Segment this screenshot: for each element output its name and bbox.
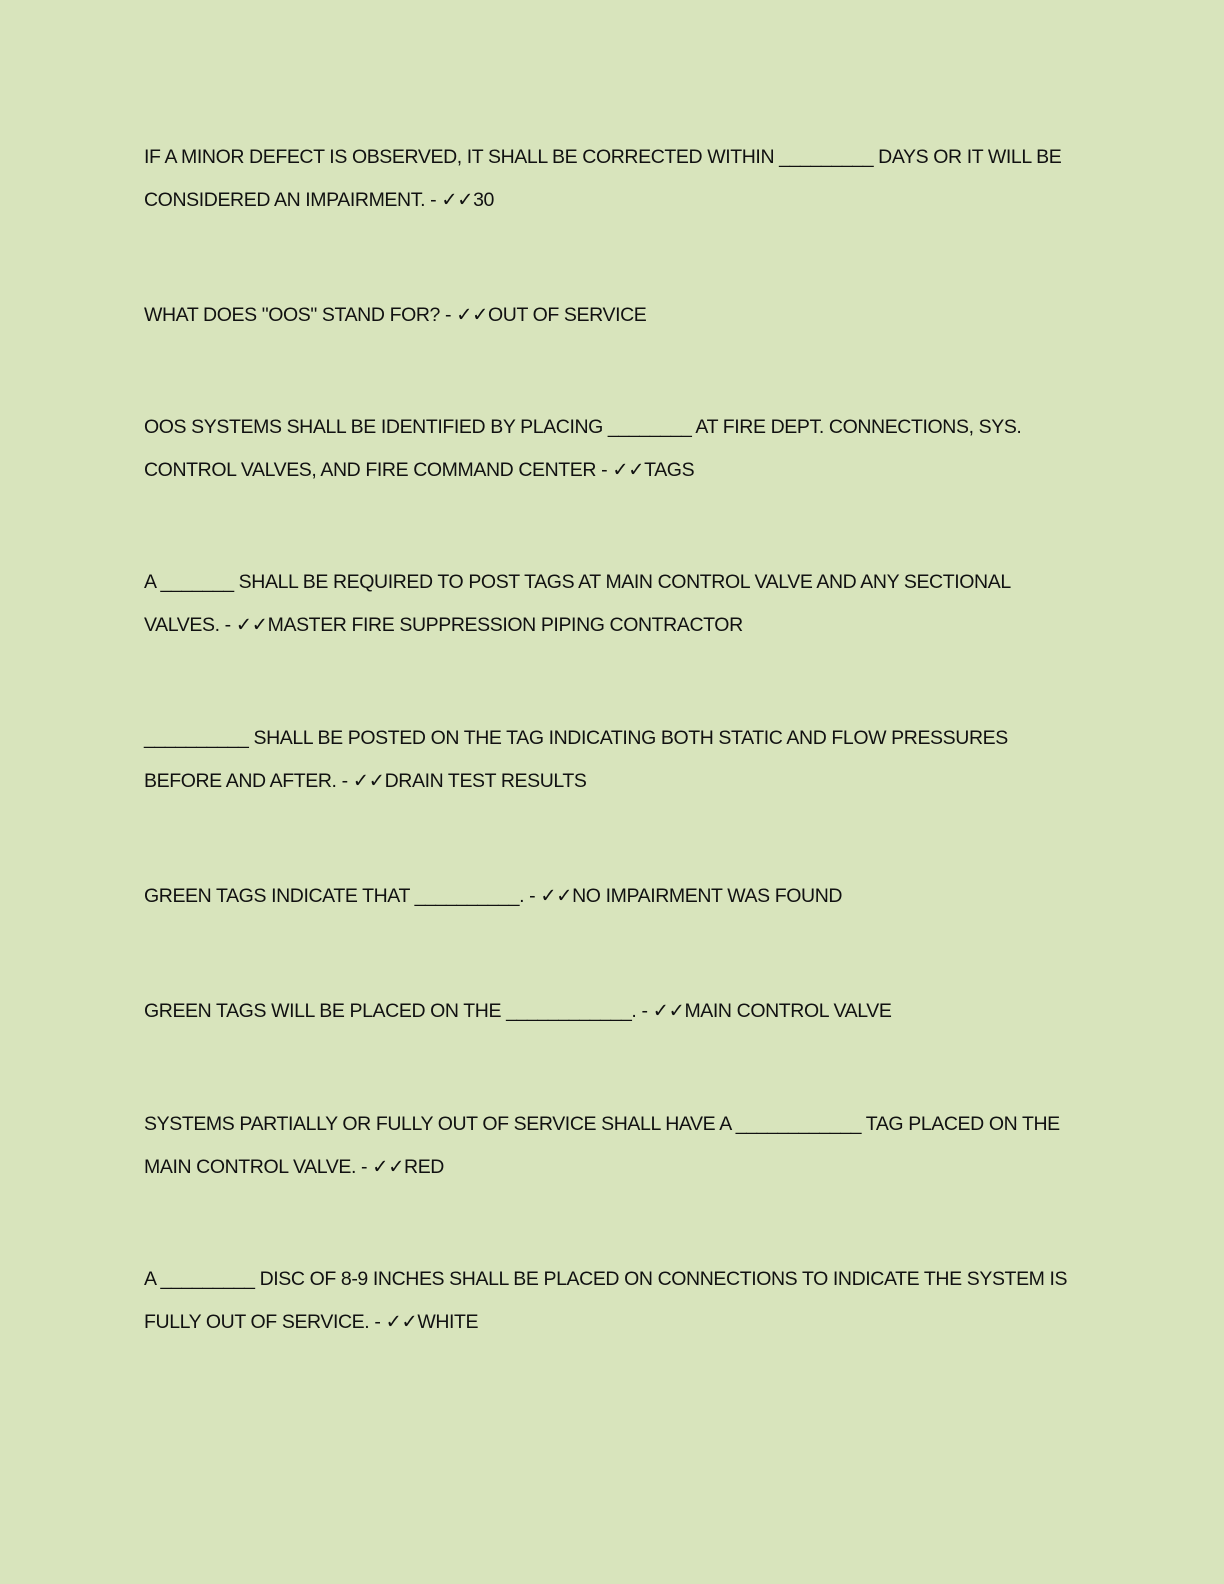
qa-item-8 <box>144 1103 1084 1189</box>
qa-item-1 <box>144 136 1084 222</box>
check-separator: - ✓✓ <box>596 459 645 481</box>
answer-text: TAGS <box>644 459 695 481</box>
qa-item-2 <box>144 294 1084 337</box>
answer-text: RED <box>404 1156 444 1178</box>
check-separator: - ✓✓ <box>369 1311 418 1333</box>
question-text: A _______ SHALL BE REQUIRED TO POST TAGS AT MAIN CONTROL VALVE AND ANY SECTIONAL VALVES. <box>144 571 1016 636</box>
qa-item-3 <box>144 406 1084 492</box>
answer-text: MASTER FIRE SUPPRESSION PIPING CONTRACTOR <box>267 614 743 636</box>
check-separator: - ✓✓ <box>336 770 385 792</box>
answer-text: 30 <box>473 189 494 211</box>
answer-text: OUT OF SERVICE <box>488 304 647 326</box>
qa-item-9 <box>144 1258 1084 1344</box>
check-separator: - ✓✓ <box>356 1156 405 1178</box>
question-text: A _________ DISC OF 8-9 INCHES SHALL BE PLACED ON CONNECTIONS TO INDICATE THE SYSTEM IS FULLY OUT OF SERVICE. <box>144 1268 1073 1333</box>
qa-item-5 <box>144 717 1084 803</box>
question-text: WHAT DOES "OOS" STAND FOR? <box>144 304 440 326</box>
check-separator: - ✓✓ <box>524 885 573 907</box>
qa-item-7 <box>144 990 1084 1033</box>
question-text: OOS SYSTEMS SHALL BE IDENTIFIED BY PLACING ________ AT FIRE DEPT. CONNECTIONS, SYS. CONTROL VALVES, AND FIRE COMMAND CENTER <box>144 416 1027 481</box>
qa-item-6 <box>144 875 1084 918</box>
answer-text: NO IMPAIRMENT WAS FOUND <box>572 885 843 907</box>
answer-text: WHITE <box>417 1311 479 1333</box>
question-text: __________ SHALL BE POSTED ON THE TAG INDICATING BOTH STATIC AND FLOW PRESSURES BEFORE AND AFTER. <box>144 727 1013 792</box>
question-text: GREEN TAGS INDICATE THAT __________. <box>144 885 525 907</box>
question-text: IF A MINOR DEFECT IS OBSERVED, IT SHALL BE CORRECTED WITHIN _________ DAYS OR IT WILL BE CONSIDERED AN IMPAIRMENT. <box>144 146 1067 211</box>
question-text: SYSTEMS PARTIALLY OR FULLY OUT OF SERVICE SHALL HAVE A ____________ TAG PLACED ON THE MAIN CONTROL VALVE. <box>144 1113 1065 1178</box>
qa-item-4 <box>144 561 1084 647</box>
question-text: GREEN TAGS WILL BE PLACED ON THE ____________. <box>144 1000 637 1022</box>
answer-text: DRAIN TEST RESULTS <box>384 770 587 792</box>
check-separator: - ✓✓ <box>425 189 474 211</box>
check-separator: - ✓✓ <box>219 614 268 636</box>
check-separator: - ✓✓ <box>439 304 488 326</box>
check-separator: - ✓✓ <box>636 1000 685 1022</box>
answer-text: MAIN CONTROL VALVE <box>684 1000 892 1022</box>
